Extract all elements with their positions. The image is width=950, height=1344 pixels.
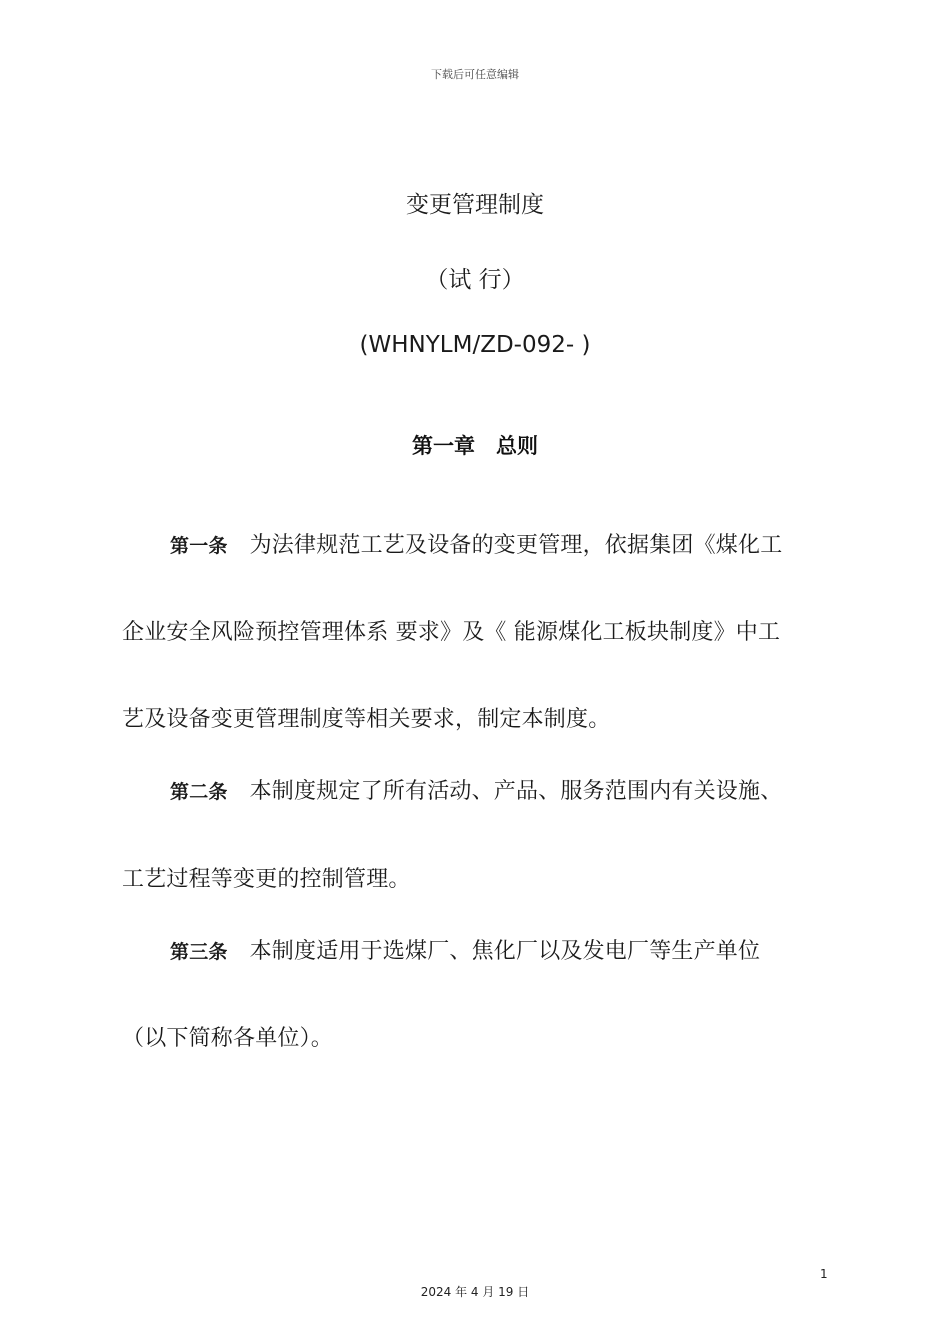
article-text: 本制度适用于选煤厂、焦化厂以及发电厂等生产单位 bbox=[249, 939, 761, 964]
article-1-line-3: 艺及设备变更管理制度等相关要求，制定本制度。 bbox=[122, 707, 611, 732]
article-text: 本制度规定了所有活动、产品、服务范围内有关设施、 bbox=[249, 779, 783, 804]
footer-date: 2024 年 4 月 19 日 bbox=[420, 1285, 530, 1299]
page-number: 1 bbox=[820, 1267, 828, 1281]
article-2-line-1 bbox=[170, 774, 832, 805]
chapter-heading: 第一章 总则 bbox=[412, 434, 538, 458]
article-3-line-1 bbox=[170, 934, 832, 965]
article-label: 第三条 bbox=[170, 941, 228, 963]
document-code: (WHNYLM/ZD-092- ) bbox=[359, 332, 591, 358]
article-label: 第二条 bbox=[170, 781, 228, 803]
article-1-line-1 bbox=[170, 528, 832, 559]
article-1-line-2: 企业安全风险预控管理体系 要求》及《 能源煤化工板块制度》中工 bbox=[122, 620, 781, 645]
document-title: 变更管理制度 bbox=[406, 192, 544, 218]
article-2-line-2: 工艺过程等变更的控制管理。 bbox=[122, 867, 411, 892]
document-subtitle: （试 行） bbox=[425, 267, 525, 293]
article-3-line-2: （以下简称各单位）。 bbox=[122, 1026, 334, 1051]
article-text: 为法律规范工艺及设备的变更管理，依据集团《煤化工 bbox=[249, 533, 783, 558]
article-label: 第一条 bbox=[170, 535, 228, 557]
header-note: 下载后可任意编辑 bbox=[431, 68, 519, 81]
